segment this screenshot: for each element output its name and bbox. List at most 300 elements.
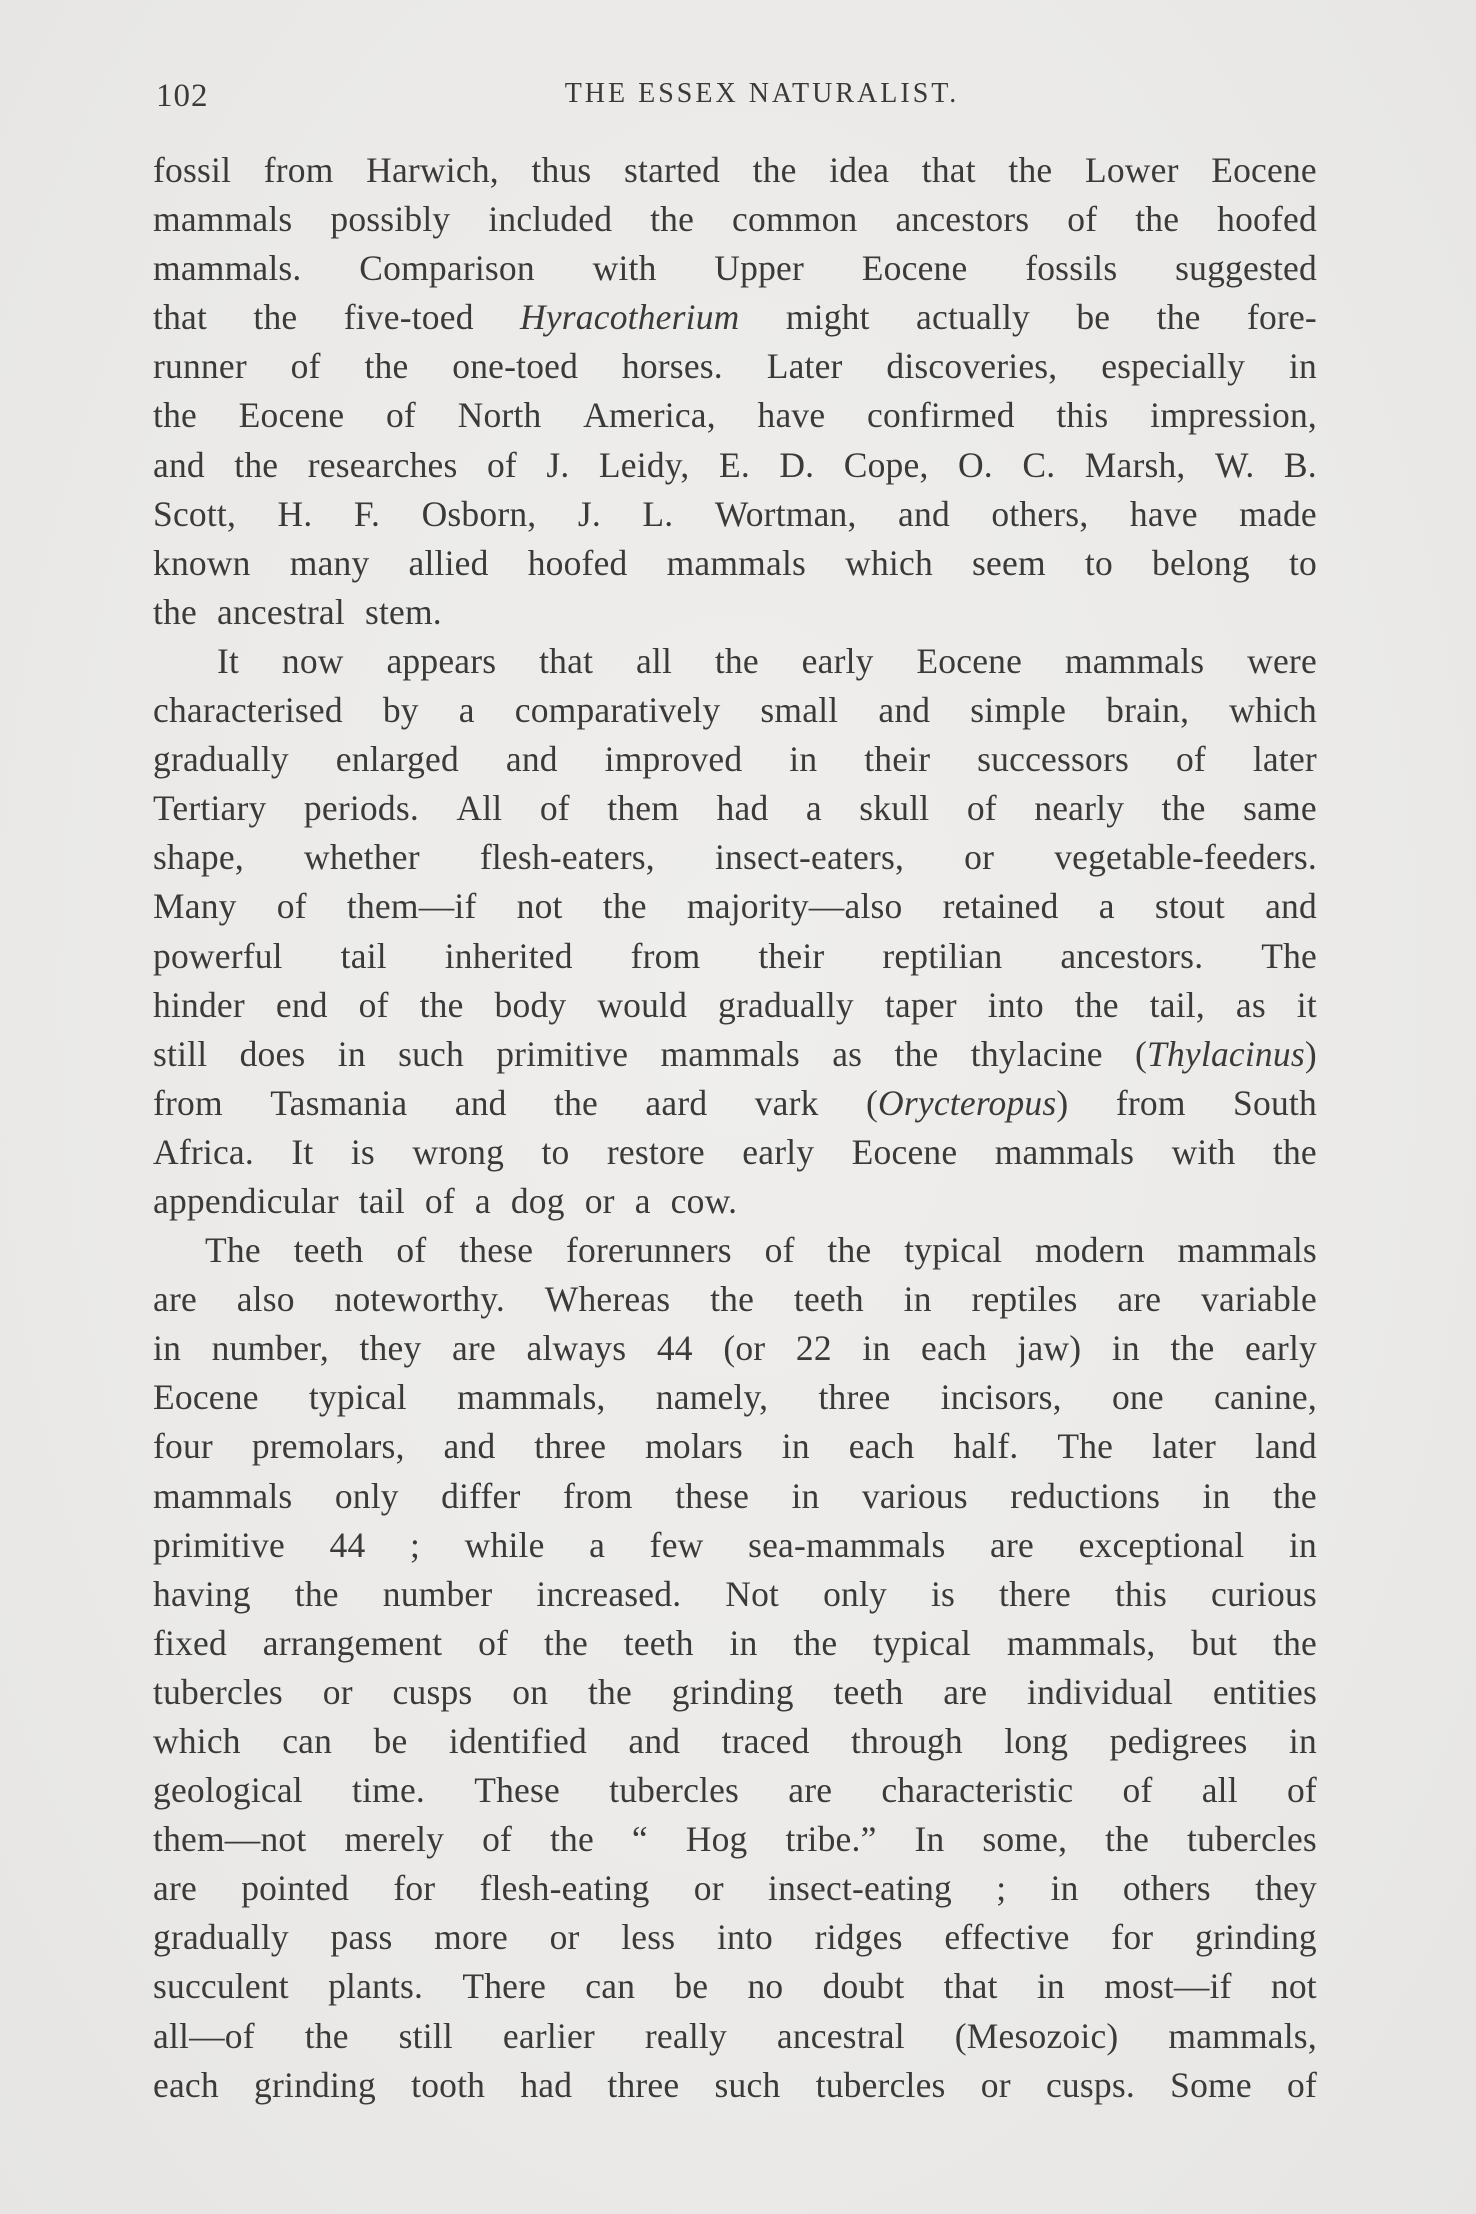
word: entities [1212,1671,1317,1712]
word: in [1036,1966,1065,2007]
word: mammals [660,1033,800,1074]
word: most—if [1104,1966,1232,2007]
word: the [364,346,409,387]
word: the [602,886,647,927]
word: of [1175,739,1206,780]
text-line [153,1472,1317,1521]
word: into [716,1917,773,1958]
word: does [239,1033,306,1074]
word: common [732,199,858,240]
word: grinding [671,1671,794,1712]
word: ancestral [776,2015,905,2056]
word: the [1074,984,1119,1025]
word: mammals, [1168,2015,1317,2056]
word: L. [642,493,674,534]
word: typical [308,1377,407,1418]
word: The [1261,935,1317,976]
word: be [373,1721,408,1761]
word: as [1235,984,1266,1025]
word: Eocene [153,1377,259,1418]
word: in [1202,1475,1231,1516]
word: the [1105,1819,1150,1860]
word: In [914,1819,945,1860]
word: tubercles [815,2064,946,2105]
word: Tasmania [270,1082,408,1123]
word: Eocene [238,395,345,436]
word: the [294,1573,339,1614]
word: 22 [795,1328,832,1369]
word: gradually [718,984,854,1025]
word: “ [631,1819,648,1860]
word: pass [330,1917,393,1958]
text-line [153,244,1317,293]
word: the [153,395,197,436]
text-line [153,1422,1317,1471]
word: really [644,2015,727,2056]
word: number [382,1573,493,1614]
word: reductions [1010,1475,1161,1516]
text-line [153,833,1317,882]
word: are [788,1770,833,1811]
word: of [290,346,321,387]
word: the [650,199,695,240]
word: These [474,1770,560,1811]
word: of [276,886,307,927]
word: in [862,1328,891,1369]
word: teeth [833,1671,904,1712]
word: some, [982,1819,1068,1860]
word: (or [723,1328,766,1369]
word: the [549,1819,594,1860]
word: such [714,2064,781,2105]
word: have [1129,493,1198,534]
word: (Orycteropus) [866,1082,1069,1123]
word: C. [1022,444,1056,485]
word: allied [408,542,489,583]
word: canine, [1214,1377,1317,1418]
text-line [153,1815,1317,1864]
word: same [1243,788,1317,829]
word: J. [577,493,601,534]
word: less [621,1917,676,1958]
word: runner [153,346,247,387]
word: mammals [153,199,293,240]
word: typical [904,1230,1003,1271]
word: Not [725,1573,780,1614]
word: the [1008,150,1053,190]
word: of [385,395,416,436]
word: stout [1154,886,1225,927]
word: in [1288,346,1317,387]
word: F. [353,493,381,534]
word: had [716,788,769,829]
word: the [419,984,464,1025]
word: characteristic [881,1770,1074,1811]
text-line [153,1324,1317,1373]
word: or [322,1671,353,1712]
word: tail [358,1180,405,1221]
word: grinding [1194,1917,1317,1958]
word: (Thylacinus) [1135,1033,1317,1074]
word: them [607,788,680,829]
word: gradually [153,739,289,780]
word: 44 [329,1524,366,1565]
word: of [478,1622,509,1663]
text-line [153,686,1317,735]
word: tubercles [153,1671,283,1712]
word: in [1111,1328,1140,1369]
word: teeth [293,1230,364,1271]
word: ancestral [216,591,345,632]
word: all [635,640,673,681]
word: pointed [241,1868,350,1909]
word: brain, [1106,690,1190,731]
word: Scott, [153,493,237,534]
word: periods. [303,788,419,829]
word: of [539,788,570,829]
text-line [153,195,1317,244]
word: primitive [153,1524,285,1565]
word: in [781,1426,810,1467]
word: mammals [994,1131,1135,1172]
word: merely [344,1819,445,1860]
word: the [587,1671,632,1712]
word: are [990,1524,1034,1565]
word: or [549,1917,580,1958]
text-line [153,784,1317,833]
word: they [1255,1868,1317,1909]
word: be [1076,297,1111,338]
word: Upper [714,248,805,289]
word: aard [645,1082,708,1123]
word: the [1135,199,1180,240]
word: tooth [411,2064,486,2105]
word: others, [991,493,1089,534]
word: North [457,395,542,436]
word: a [1098,886,1115,927]
word: is [350,1131,375,1172]
word: thus [531,150,592,190]
word: on [512,1671,549,1712]
word: seem [972,542,1046,583]
word: with [1171,1131,1236,1172]
word: three [534,1426,607,1467]
text-line [153,1521,1317,1570]
word: Hog [685,1819,748,1860]
word: Leidy, [598,444,690,485]
word: of [482,1819,513,1860]
text-line [153,1619,1317,1668]
word: a [634,1180,651,1221]
word: horses. [621,346,723,387]
word: and [454,1082,507,1123]
word: successors [977,739,1130,780]
word: to [541,1131,570,1172]
text-line [153,1717,1317,1766]
word: are [153,1279,197,1320]
word: Whereas [544,1279,671,1320]
word: these [459,1230,534,1271]
word: characterised [153,690,343,731]
word: of [1122,1770,1153,1811]
word: of [1067,199,1098,240]
word: had [520,2064,573,2105]
word: the [710,1279,755,1320]
word: a [805,788,822,829]
word: be [674,1966,709,2007]
word: There [462,1966,547,2007]
text-line [153,1668,1317,1717]
text-line [153,539,1317,588]
word: can [282,1721,333,1761]
text-line [153,1177,1317,1226]
word: tribe.” [785,1819,877,1860]
word: from [263,150,334,190]
word: were [1247,640,1317,681]
word: geological [153,1770,303,1811]
word: that [153,297,208,338]
word: especially [1101,346,1246,387]
word: plants. [328,1966,424,2007]
word: noteworthy. [334,1279,505,1320]
word: which [153,1721,241,1761]
word: early [1245,1328,1317,1369]
word: of [486,444,517,485]
text-line [153,146,1317,195]
word: early [742,1131,815,1172]
word: body [494,984,567,1025]
word: fixed [153,1622,227,1663]
word: tail, [1149,984,1205,1025]
word: teeth [623,1622,694,1663]
word: now [281,640,344,681]
word: that [943,1966,998,2007]
word: each [848,1426,915,1467]
text-line [153,1864,1317,1913]
word: are [153,1868,197,1909]
word: from [153,1082,223,1123]
word: South [1233,1082,1317,1123]
word: the [714,640,759,681]
text-line [153,293,1317,342]
text-line [153,981,1317,1030]
word: actually [916,297,1031,338]
word: or [584,1180,615,1221]
word: insect-eating [768,1868,952,1909]
word: grinding [254,2064,376,2105]
word: are [1117,1279,1162,1320]
word: of [966,788,997,829]
word: doubt [822,1966,905,2007]
word: mammals [1177,1230,1317,1271]
word: half. [953,1426,1019,1467]
running-head [156,72,1312,122]
word: J. [546,444,570,485]
word: E. [718,444,750,485]
word: in [729,1622,758,1663]
word: the [234,444,279,485]
word: early [801,640,874,681]
word: would [597,984,688,1025]
word: O. [957,444,993,485]
word: the [894,1033,939,1074]
word: the [1272,1475,1317,1516]
text-line [153,391,1317,440]
word: started [624,150,721,190]
word: in [153,1328,182,1369]
word: simple [970,690,1067,731]
word: vegetable-feeders. [1054,837,1317,878]
word: all—of [153,2015,255,2056]
word: the [543,1622,588,1663]
word: in [1288,1524,1317,1565]
word: mammals [666,542,807,583]
word: more [434,1917,508,1958]
word: a [474,1180,491,1221]
word: belong [1152,542,1250,583]
word: by [382,690,419,731]
word: comparatively [514,690,721,731]
word: from [1115,1082,1186,1123]
word: mammals. [153,248,302,289]
word: the [1161,788,1206,829]
word: restore [606,1131,705,1172]
word: one [1111,1377,1164,1418]
word: the [153,591,197,632]
word: always [526,1328,627,1369]
word: Tertiary [153,788,267,829]
text-line [153,1570,1317,1619]
word: to [1288,542,1317,583]
word: skull [859,788,930,829]
word: incisors, [940,1377,1062,1418]
word: ; [410,1524,421,1565]
word: tubercles [1187,1819,1317,1860]
word: from [630,935,701,976]
word: idea [829,150,890,190]
word: which [845,542,933,583]
text-line [153,342,1317,391]
word: these [675,1475,750,1516]
word: one-toed [452,346,579,387]
word: and [628,1721,681,1761]
word: the [1273,1622,1317,1663]
word: the [827,1230,872,1271]
word: Some [1170,2064,1252,2105]
text-line [153,1962,1317,2011]
word: jaw) [1017,1328,1082,1369]
italic-term: Orycteropus [878,1082,1057,1123]
word: in [337,1033,366,1074]
word: in [903,1279,932,1320]
word: pedigrees [1109,1721,1248,1761]
word: traced [721,1721,810,1761]
word: they [359,1328,422,1369]
word: only [334,1475,399,1516]
word: the [304,2015,349,2056]
word: the [554,1082,598,1123]
word: succulent [153,1966,289,2007]
word: still [398,2015,453,2056]
italic-term: Hyracotherium [520,297,740,338]
word: and [443,1426,496,1467]
word: still [153,1033,208,1074]
word: Many [153,886,237,927]
word: hoofed [527,542,628,583]
word: have [757,395,826,436]
word: later [1152,1426,1217,1467]
word: in [1288,1721,1317,1761]
word: shape, [153,837,244,878]
word: cusps [392,1671,473,1712]
word: each [920,1328,987,1369]
body-text [153,146,1317,2110]
word: ridges [814,1917,903,1958]
word: there [999,1573,1071,1614]
word: cusps. [1045,2064,1135,2105]
word: nearly [1034,788,1125,829]
word: which [1229,690,1317,731]
text-line [153,2061,1317,2110]
word: to [1084,542,1113,583]
word: as [832,1033,863,1074]
word: of [1287,2064,1317,2105]
page-number: 102 [156,78,209,114]
word: hinder [153,984,245,1025]
text-line [153,882,1317,931]
word: (Mesozoic) [954,2015,1119,2056]
word: of [424,1180,455,1221]
word: stem. [364,591,442,632]
word: insect-eaters, [714,837,905,878]
journal-title: THE ESSEX NATURALIST. [564,78,960,109]
word: them—if [346,886,477,927]
word: All [456,788,503,829]
word: fossil [153,150,232,190]
word: Eocene [851,1131,958,1172]
word: this [1114,1573,1168,1614]
word: or [964,837,995,878]
word: mammals [153,1475,293,1516]
text-line [153,490,1317,539]
word: appears [386,640,497,681]
word: only [823,1573,887,1614]
word: inherited [444,935,573,976]
word: primitive [496,1033,629,1074]
word: improved [604,739,743,780]
word: Lower [1084,150,1179,190]
word: impression, [1150,395,1317,436]
word: discoveries, [886,346,1058,387]
word: number, [211,1328,329,1369]
word: and [898,493,950,534]
word: individual [1027,1671,1174,1712]
word: Harwich, [366,150,499,190]
word: The [205,1230,261,1271]
word: B. [1283,444,1317,485]
word: them—not [153,1819,307,1860]
word: Wortman, [714,493,857,534]
word: mammals, [1006,1622,1156,1663]
word: and [1265,886,1317,927]
word: Eocene [861,248,968,289]
word: the [253,297,298,338]
word: molars [645,1426,743,1467]
word: vark [754,1082,819,1123]
word: through [851,1721,963,1761]
word: Later [766,346,843,387]
word: and [153,444,205,485]
